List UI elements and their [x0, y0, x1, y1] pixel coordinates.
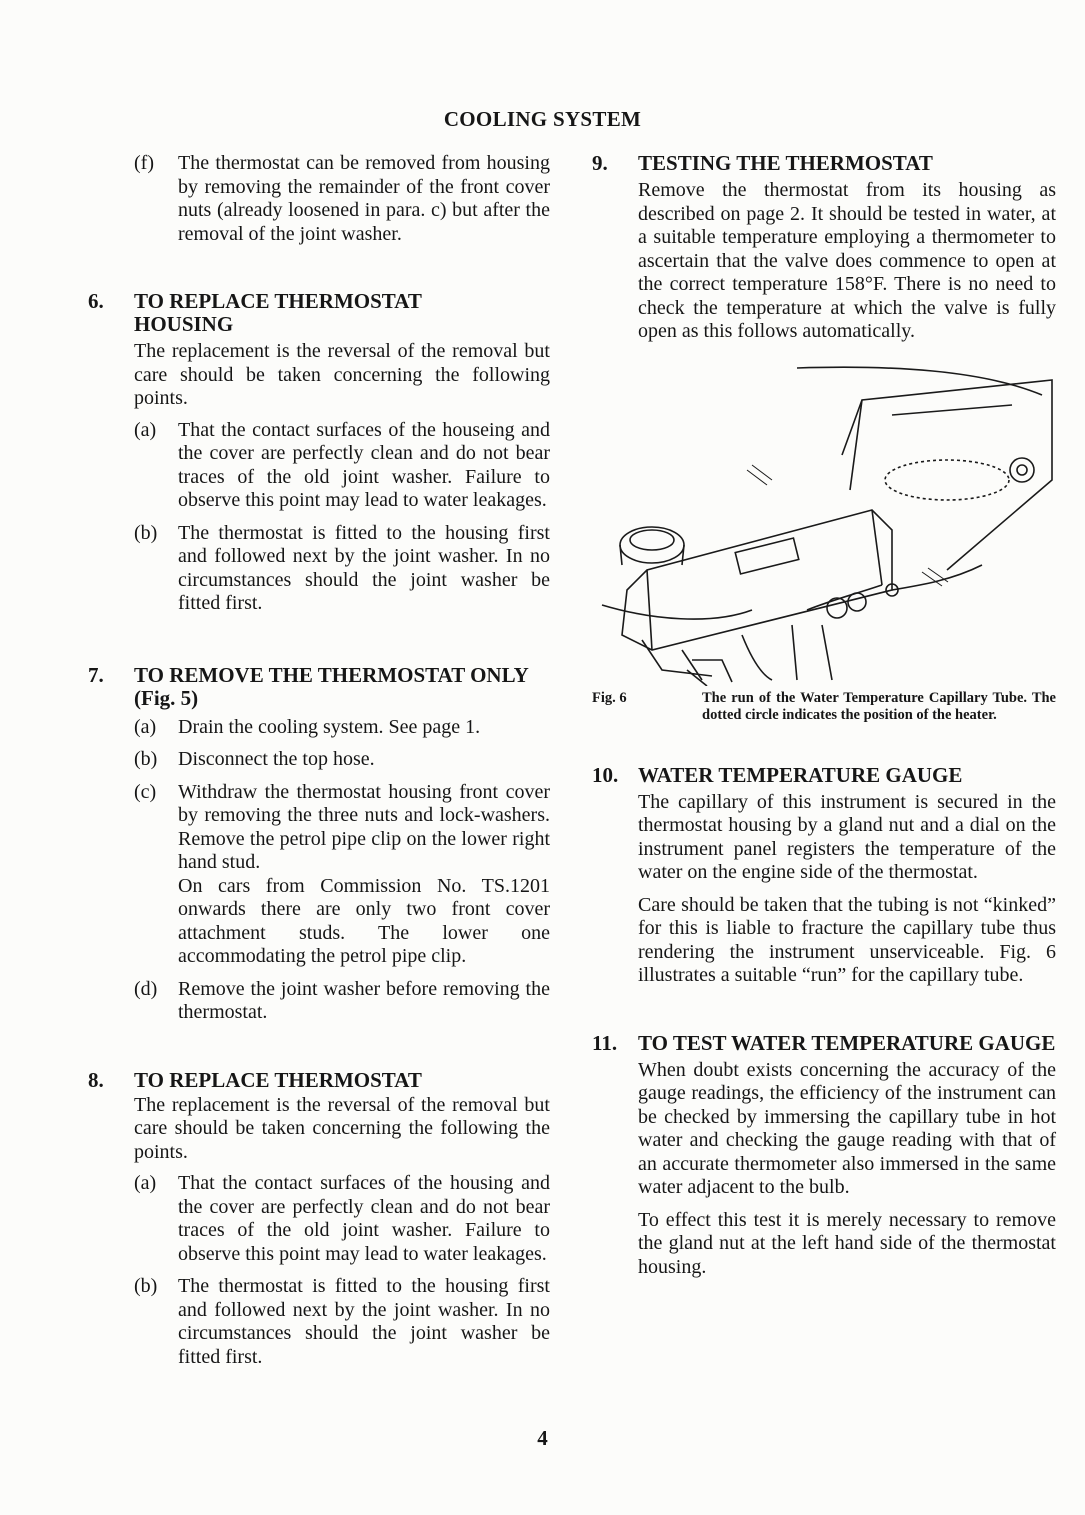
section-11-para-2: To effect this test it is merely necessary to remove the gland nut at the left hand side of the thermostat housing. [638, 1208, 1056, 1278]
section-10-heading [592, 764, 1056, 787]
section-7-heading [88, 664, 550, 710]
figure-caption [592, 690, 1056, 724]
section-number: 9. [592, 151, 608, 175]
list-item [134, 1172, 550, 1266]
section-number: 11. [592, 1030, 618, 1055]
section-6-intro: The replacement is the reversal of the removal but care should be taken concerning the following points. [134, 340, 550, 409]
item-label: (b) [134, 1275, 158, 1297]
list-item [134, 978, 550, 1025]
item-label: (a) [134, 1172, 157, 1194]
item-label: (f) [134, 152, 154, 174]
item-label: (a) [134, 418, 157, 441]
section-6-heading [88, 290, 550, 336]
item-text: That the contact surfaces of the houseing and the cover are perfectly clean and do not bear traces of the old joint washer. Failure to observe this point may lead to water leakages. [178, 418, 550, 511]
figure-caption-text: The run of the Water Temperature Capillary Tube. The dotted circle indicates the position of the heater. [702, 689, 1056, 723]
item-text: The thermostat is fitted to the housing first and followed next by the joint washer. In no circumstances should the joint washer be fitted first. [178, 521, 550, 614]
section-8-heading [88, 1069, 550, 1092]
item-text: Drain the cooling system. See page 1. [178, 715, 481, 738]
list-item [134, 522, 550, 616]
item-text [178, 781, 550, 969]
section-title: TO REPLACE THERMOSTAT HOUSING [134, 289, 422, 336]
section-number: 8. [88, 1067, 104, 1092]
figure-label: Fig. 6 [592, 689, 627, 706]
section-number: 7. [88, 662, 104, 687]
page-number: 4 [537, 1426, 548, 1450]
item-text-main: Withdraw the thermostat housing front cover by removing the three nuts and lock-washers. Remove the petrol pipe clip on the lower right hand stud. [178, 780, 550, 873]
section-9-heading [592, 152, 1056, 175]
page-title: COOLING SYSTEM [443, 107, 642, 131]
item-text: Disconnect the top hose. [178, 748, 375, 770]
item-label: (b) [134, 521, 158, 544]
section-10-para-2: Care should be taken that the tubing is not “kinked” for this is liable to fracture the capillary tube thus rendering the instrument unserviceable. Fig. 6 illustrates a suitable “run” for the capillary tube. [638, 893, 1056, 986]
section-title: WATER TEMPERATURE GAUGE [638, 762, 963, 787]
section-number: 6. [88, 289, 104, 313]
section-8-intro: The replacement is the reversal of the removal but care should be taken concerning the following the points. [134, 1093, 550, 1163]
list-item [134, 781, 550, 969]
section-title: TO REPLACE THERMOSTAT [134, 1067, 422, 1092]
item-text: The thermostat is fitted to the housing first and followed next by the joint washer. In no circumstances should the joint washer be fitted first. [178, 1275, 550, 1368]
list-item [134, 1275, 550, 1369]
section-9-body: Remove the thermostat from its housing as described on page 2. It should be tested in water, at a suitable temperature employing a thermometer to ascertain that the valve does commence to open at the correct temperature 158°F. There is no need to check the temperature at which the valve is fully open as this follows automatically. [638, 179, 1056, 342]
item-text-note: On cars from Commission No. TS.1201 onwards there are only two front cover attachment studs. The lower one accommodating the petrol pipe clip. [178, 874, 550, 967]
section-10-para-1: The capillary of this instrument is secured in the thermostat housing by a gland nut and a dial on the instrument panel registers the temperature of the water on the engine side of the thermostat. [638, 790, 1056, 883]
section-title: TESTING THE THERMOSTAT [638, 151, 933, 175]
item-text: That the contact surfaces of the housing and the cover are perfectly clean and do not bear traces of the old joint washer. Failure to observe this point may lead to water leakages. [178, 1172, 550, 1265]
section-title: TO REMOVE THE THERMOSTAT ONLY (Fig. 5) [134, 662, 529, 710]
list-item [134, 748, 550, 772]
item-text: Remove the joint washer before removing the thermostat. [178, 977, 550, 1023]
item-label: (d) [134, 977, 158, 1000]
list-item [134, 716, 550, 740]
engine-illustration [592, 360, 1056, 686]
item-label: (b) [134, 748, 158, 770]
engine-figure [592, 360, 1056, 686]
left-column [88, 152, 550, 1369]
list-item-f [134, 152, 550, 246]
right-column [592, 152, 1056, 1279]
section-title: TO TEST WATER TEMPERATURE GAUGE [638, 1030, 1056, 1055]
section-11-heading [592, 1032, 1056, 1055]
list-item [134, 419, 550, 513]
section-11-para-1: When doubt exists concerning the accuracy of the gauge readings, the efficiency of the instrument can be checked by immersing the capillary tube in hot water and checking the gauge reading with that of an accurate thermometer also immersed in the same water adjacent to the bulb. [638, 1058, 1056, 1198]
item-label: (c) [134, 780, 157, 803]
section-number: 10. [592, 762, 619, 787]
item-label: (a) [134, 715, 157, 738]
item-text: The thermostat can be removed from housing by removing the remainder of the front cover nuts (already loosened in para. c) but after the removal of the joint washer. [178, 152, 550, 245]
